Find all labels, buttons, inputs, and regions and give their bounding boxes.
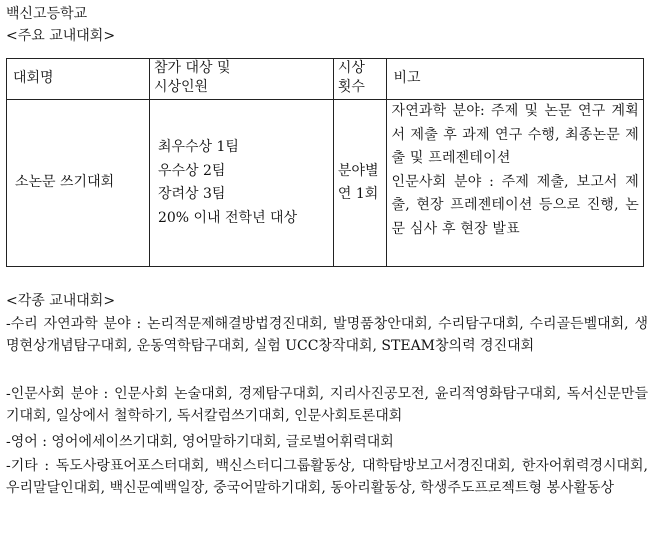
award-item: 최우수상 1팀: [157, 139, 239, 155]
header-participants: [149, 59, 333, 100]
paragraph-humanities: -인문사회 분야 : 인문사회 논술대회, 경제탐구대회, 지리사진공모전, 윤리적영화탐구대회, 독서신문만들기대회, 일상에서 철학하기, 독서칼럼쓰기대회, 인문사회토론대회: [6, 386, 648, 424]
paragraph-other: -기타 : 독도사랑표어포스터대회, 백신스터디그룹활동상, 대학탐방보고서경진대회, 한자어휘력경시대회, 우리말달인대회, 백신문예백일장, 중국어말하기대회, 동아리활동상, 학생주도프로젝트형 봉사활동상: [6, 458, 648, 496]
award-item: 장려상 3팀: [157, 186, 226, 202]
awards-cell: [149, 100, 333, 267]
section-title-various-contests: <각종 교내대회>: [6, 293, 116, 309]
section-title-major-contests: <주요 교내대회>: [6, 28, 116, 44]
header-notes: 비고: [387, 59, 644, 100]
award-item: 우수상 2팀: [157, 162, 226, 179]
header-participants-line2: 시상인원: [153, 79, 209, 95]
paragraph-english: -영어 : 영어에세이쓰기대회, 영어말하기대회, 글로벌어휘력대회: [6, 434, 394, 450]
frequency-line2: 연 1회: [337, 186, 379, 202]
header-frequency-line1: 시상: [337, 60, 365, 76]
frequency-cell: [333, 100, 387, 267]
school-name: 백신고등학교: [6, 6, 88, 22]
major-contests-table: [6, 58, 644, 267]
note-humanities: 인문사회 분야 : 주제 제출, 보고서 제출, 현장 프레젠테이션 등으로 진행, 논문 심사 후 현장 발표: [391, 173, 639, 237]
note-science: 자연과학 분야: 주제 및 논문 연구 계획서 제출 후 과제 연구 수행, 최종논문 제출 및 프레젠테이션: [391, 103, 639, 166]
award-item: 20% 이내 전학년 대상: [157, 209, 298, 226]
frequency-line1: 분야별: [337, 162, 379, 179]
notes-cell: [387, 100, 644, 267]
header-participants-line1: 참가 대상 및: [153, 60, 231, 76]
contest-name-cell: 소논문 쓰기대회: [7, 100, 150, 267]
header-frequency-line2: 횟수: [337, 79, 365, 95]
header-frequency: [333, 59, 387, 100]
table-header-row: [7, 59, 644, 100]
paragraph-math-science: -수리 자연과학 분야 : 논리적문제해결방법경진대회, 발명품창안대회, 수리탐구대회, 수리골든벨대회, 생명현상개념탐구대회, 운동역학탐구대회, 실험 UCC창작대회, STEAM창의력 경진대회: [6, 316, 648, 354]
table-row: [7, 100, 644, 267]
header-contest-name: 대회명: [7, 59, 150, 100]
